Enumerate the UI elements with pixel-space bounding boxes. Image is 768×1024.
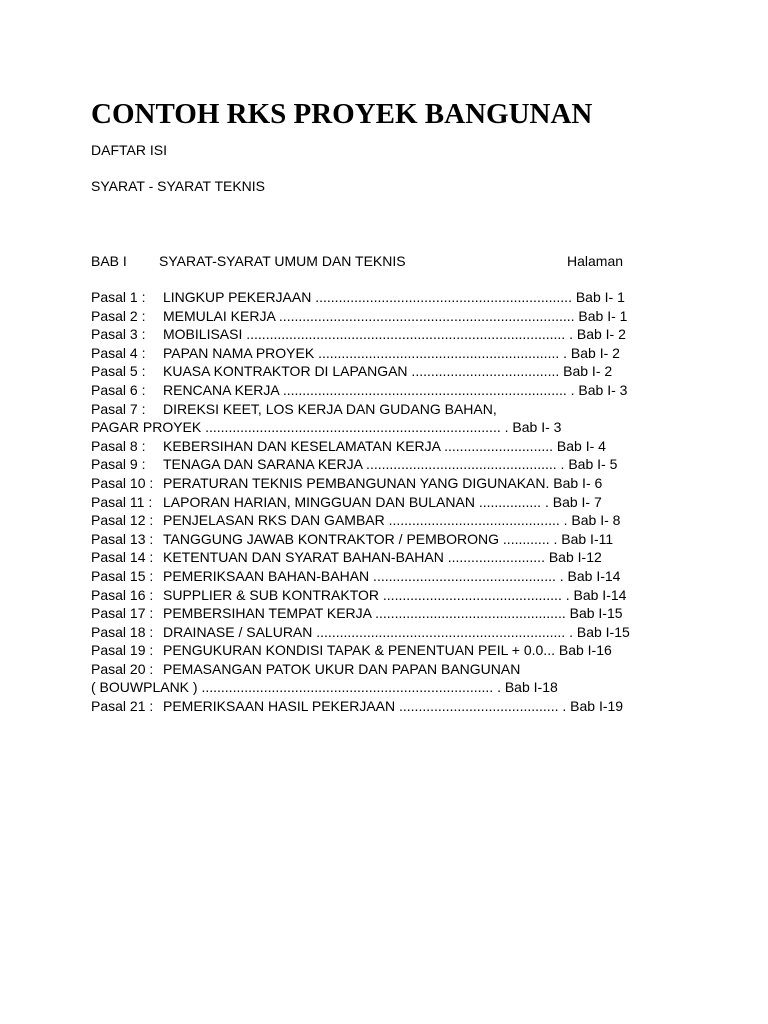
pasal-entry: LINGKUP PEKERJAAN .................................................................. Bab I- 1 bbox=[163, 289, 625, 305]
pasal-number: Pasal 1 : bbox=[91, 289, 146, 305]
bab-label: BAB I bbox=[91, 253, 127, 269]
pasal-entry: TANGGUNG JAWAB KONTRAKTOR / PEMBORONG ............ . Bab I-11 bbox=[163, 530, 614, 547]
pasal-number: Pasal 9 : bbox=[91, 456, 146, 473]
pasal-entry: DIREKSI KEET, LOS KERJA DAN GUDANG BAHAN, bbox=[163, 400, 497, 417]
pasal-number: Pasal 19 : bbox=[91, 642, 154, 659]
toc-row bbox=[91, 418, 691, 437]
daftar-isi-heading: DAFTAR ISI bbox=[91, 142, 167, 158]
toc-row bbox=[91, 567, 691, 586]
bab-header bbox=[0, 252, 768, 270]
document-title: CONTOH RKS PROYEK BANGUNAN bbox=[91, 98, 593, 130]
toc-row bbox=[91, 697, 691, 716]
pasal-number: Pasal 21 : bbox=[91, 698, 154, 715]
toc-row bbox=[91, 493, 691, 512]
toc-row bbox=[91, 530, 691, 549]
pasal-number: Pasal 5 : bbox=[91, 363, 146, 380]
pasal-entry: DRAINASE / SALURAN ................................................................ . Bab I-15 bbox=[163, 623, 630, 640]
pasal-entry: KEBERSIHAN DAN KESELAMATAN KERJA ............................ Bab I- 4 bbox=[163, 437, 606, 454]
toc-row bbox=[91, 604, 691, 623]
syarat-teknis-heading: SYARAT - SYARAT TEKNIS bbox=[91, 178, 266, 194]
pasal-entry: PEMERIKSAAN HASIL PEKERJAAN ......................................... . Bab I-19 bbox=[163, 698, 624, 715]
pasal-entry: TENAGA DAN SARANA KERJA ................................................. . Bab I- 5 bbox=[163, 456, 618, 473]
pasal-number: Pasal 12 : bbox=[91, 512, 154, 529]
pasal-entry: MEMULAI KERJA ............................................................................ Bab I- 1 bbox=[163, 307, 628, 324]
pasal-number: Pasal 20 : bbox=[91, 660, 154, 677]
pasal-entry: MOBILISASI .................................................................................. . Bab I- 2 bbox=[163, 326, 626, 343]
toc-row bbox=[91, 623, 691, 642]
toc-row bbox=[91, 344, 691, 363]
pasal-number: Pasal 3 : bbox=[91, 326, 146, 343]
pasal-entry: SUPPLIER & SUB KONTRAKTOR .............................................. . Bab I-14 bbox=[163, 586, 627, 603]
pasal-entry: RENCANA KERJA ......................................................................... . Bab I- 3 bbox=[163, 381, 628, 398]
pasal-number: Pasal 6 : bbox=[91, 381, 146, 398]
pasal-number: Pasal 4 : bbox=[91, 344, 146, 361]
halaman-label: Halaman bbox=[567, 253, 624, 269]
bab-title: SYARAT-SYARAT UMUM DAN TEKNIS bbox=[159, 253, 406, 269]
pasal-entry: ( BOUWPLANK ) ........................................................................... . Bab I-18 bbox=[91, 679, 558, 696]
pasal-number: Pasal 14 : bbox=[91, 549, 154, 566]
toc-row bbox=[91, 511, 691, 530]
toc-row bbox=[91, 660, 691, 679]
pasal-number: Pasal 10 : bbox=[91, 474, 154, 491]
toc-row bbox=[91, 641, 691, 660]
pasal-entry: LAPORAN HARIAN, MINGGUAN DAN BULANAN ................ . Bab I- 7 bbox=[163, 493, 602, 510]
pasal-number: Pasal 8 : bbox=[91, 437, 146, 454]
toc-row bbox=[91, 307, 691, 326]
toc-row bbox=[91, 548, 691, 567]
toc-row bbox=[91, 325, 691, 344]
toc-row bbox=[91, 455, 691, 474]
toc-row bbox=[91, 400, 691, 419]
pasal-entry: PERATURAN TEKNIS PEMBANGUNAN YANG DIGUNAKAN. Bab I- 6 bbox=[163, 474, 603, 491]
pasal-entry: KUASA KONTRAKTOR DI LAPANGAN ...................................... Bab I- 2 bbox=[163, 363, 613, 380]
pasal-entry: PAGAR PROYEK ............................................................................ . Bab I- 3 bbox=[91, 419, 562, 436]
toc-row bbox=[91, 437, 691, 456]
pasal-number: Pasal 17 : bbox=[91, 605, 154, 622]
toc-row bbox=[91, 362, 691, 381]
pasal-entry: PEMASANGAN PATOK UKUR DAN PAPAN BANGUNAN bbox=[163, 660, 521, 677]
pasal-entry: PAPAN NAMA PROYEK .............................................................. . Bab I- 2 bbox=[163, 344, 620, 361]
pasal-entry: PEMBERSIHAN TEMPAT KERJA ................................................. Bab I-15 bbox=[163, 605, 623, 622]
pasal-number: Pasal 2 : bbox=[91, 307, 146, 324]
pasal-number: Pasal 7 : bbox=[91, 400, 146, 417]
pasal-number: Pasal 16 : bbox=[91, 586, 154, 603]
pasal-entry: PEMERIKSAAN BAHAN-BAHAN ............................................... . Bab I-14 bbox=[163, 567, 621, 584]
toc-row bbox=[91, 678, 691, 697]
toc-row bbox=[91, 586, 691, 605]
pasal-entry: KETENTUAN DAN SYARAT BAHAN-BAHAN ......................... Bab I-12 bbox=[163, 549, 602, 566]
pasal-number: Pasal 18 : bbox=[91, 623, 154, 640]
pasal-number: Pasal 13 : bbox=[91, 530, 154, 547]
toc-row bbox=[91, 288, 691, 307]
pasal-entry: PENGUKURAN KONDISI TAPAK & PENENTUAN PEIL + 0.0... Bab I-16 bbox=[163, 642, 612, 659]
pasal-number: Pasal 15 : bbox=[91, 567, 154, 584]
toc-row bbox=[91, 381, 691, 400]
pasal-number: Pasal 11 : bbox=[91, 493, 153, 510]
toc-row bbox=[91, 474, 691, 493]
table-of-contents bbox=[91, 288, 691, 716]
pasal-entry: PENJELASAN RKS DAN GAMBAR ............................................ . Bab I- 8 bbox=[163, 512, 621, 529]
